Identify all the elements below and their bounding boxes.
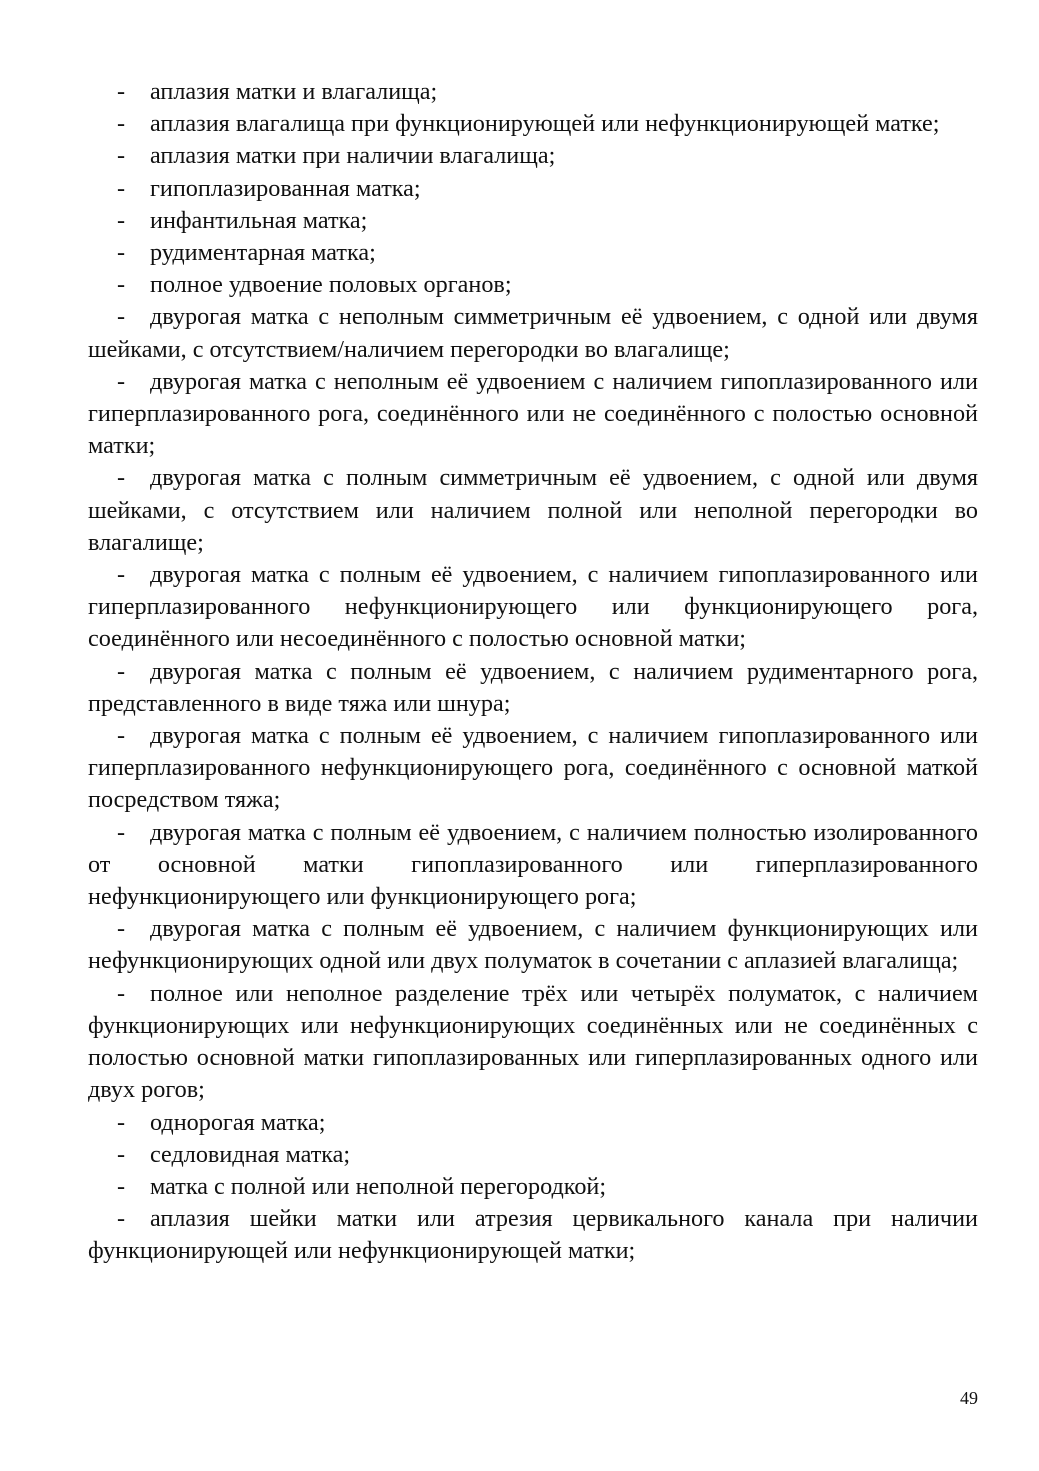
list-item-text: аплазия шейки матки или атрезия цервикального канала при наличии функционирующей или нефункционирующей матки; (88, 1205, 978, 1265)
list-bullet: - (117, 367, 126, 395)
list-item-text: двурогая матка с неполным симметричным её удвоением, с одной или двумя шейками, с отсутствием/наличием перегородки во влагалище; (88, 303, 978, 363)
list-bullet: - (117, 464, 126, 492)
list-item-text: двурогая матка с полным её удвоением, с наличием гипоплазированного или гиперплазированного нефункционирующего или функционирующего рога, соединённого или несоединённого с полостью основной матки; (88, 561, 978, 653)
list-bullet: - (117, 174, 126, 202)
list-item (88, 462, 978, 559)
list-item-text: двурогая матка с полным её удвоением, с наличием гипоплазированного или гиперплазированного нефункционирующего рога, соединённого с основной маткой посредством тяжа; (88, 722, 978, 814)
document-body (88, 76, 978, 1268)
list-item-text: гипоплазированная матка; (150, 174, 421, 202)
list-item (88, 301, 978, 365)
list-bullet: - (117, 722, 126, 750)
list-bullet: - (117, 818, 126, 846)
list-bullet: - (117, 657, 126, 685)
list-item-text: рудиментарная матка; (150, 239, 376, 267)
list-item (88, 173, 978, 205)
list-bullet: - (117, 979, 126, 1007)
list-bullet: - (117, 1140, 126, 1168)
list-item (88, 1107, 978, 1139)
list-item (88, 366, 978, 463)
list-item (88, 656, 978, 720)
list-item-text: однорогая матка; (150, 1108, 326, 1136)
list-item-text: матка с полной или неполной перегородкой; (150, 1172, 607, 1200)
list-item (88, 1203, 978, 1267)
list-item (88, 108, 978, 140)
list-item (88, 817, 978, 914)
list-item (88, 913, 978, 977)
list-item (88, 1139, 978, 1171)
list-item-text: двурогая матка с полным её удвоением, с наличием рудиментарного рога, представленного в виде тяжа или шнура; (88, 657, 978, 717)
list-item-text: полное удвоение половых органов; (150, 271, 512, 299)
list-bullet: - (117, 239, 126, 267)
list-bullet: - (117, 303, 126, 331)
list-item-text: аплазия влагалища при функционирующей или нефункционирующей матке; (150, 110, 940, 138)
list-item-text: аплазия матки при наличии влагалища; (150, 142, 556, 170)
list-bullet: - (117, 206, 126, 234)
list-item (88, 978, 978, 1107)
list-item-text: двурогая матка с полным её удвоением, с наличием функционирующих или нефункционирующих одной или двух полуматок в сочетании с аплазией влагалища; (88, 915, 978, 975)
list-item-text: двурогая матка с полным её удвоением, с наличием полностью изолированного от основной матки гипоплазированного или гиперплазированного нефункционирующего или функционирующего рога; (88, 818, 978, 911)
list-item-text: полное или неполное разделение трёх или четырёх полуматок, с наличием функционирующих или нефункционирующих соединённых или не соединённых с полостью основной матки гипоплазированных или гиперплазированных одного или двух рогов; (88, 979, 978, 1104)
list-item-text: седловидная матка; (150, 1140, 351, 1168)
list-bullet: - (117, 1108, 126, 1136)
page-number: 49 (960, 1388, 978, 1408)
list-item-text: инфантильная матка; (150, 206, 368, 234)
list-item (88, 140, 978, 172)
list-item-text: двурогая матка с полным симметричным её удвоением, с одной или двумя шейками, с отсутствием или наличием полной или неполной перегородки во влагалище; (88, 464, 978, 556)
list-bullet: - (117, 142, 126, 170)
list-bullet: - (117, 271, 126, 299)
list-item-text: двурогая матка с неполным её удвоением с наличием гипоплазированного или гиперплазированного рога, соединённого или не соединённого с полостью основной матки; (88, 367, 978, 460)
list-bullet: - (117, 1172, 126, 1200)
list-item-text: аплазия матки и влагалища; (150, 78, 438, 105)
list-item (88, 237, 978, 269)
list-item (88, 76, 978, 108)
list-bullet: - (117, 110, 126, 138)
list-item (88, 720, 978, 817)
list-item (88, 559, 978, 656)
list-item (88, 1171, 978, 1203)
list-bullet: - (117, 915, 126, 943)
list-bullet: - (117, 1205, 126, 1233)
list-item (88, 205, 978, 237)
list-bullet: - (117, 561, 126, 589)
list-item (88, 269, 978, 301)
list-bullet: - (117, 78, 126, 105)
